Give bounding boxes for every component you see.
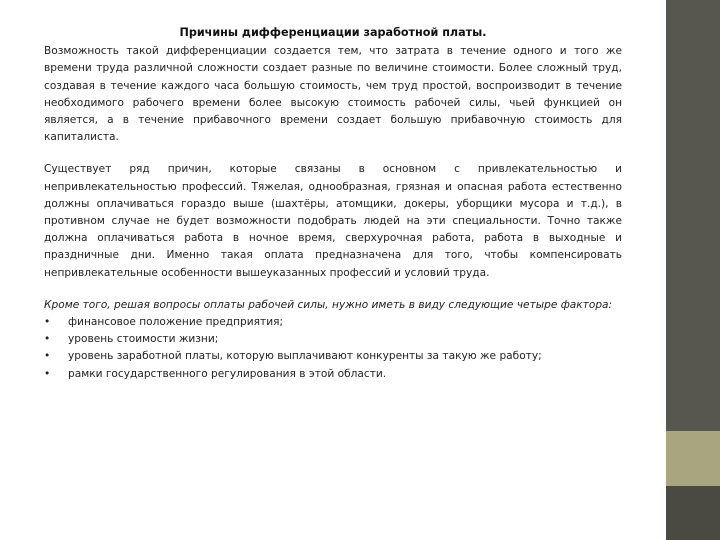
list-item (44, 348, 622, 365)
factor-text: уровень стоимости жизни; (68, 333, 219, 346)
factor-text: финансовое положение предприятия; (68, 316, 284, 329)
factor-text: рамки государственного регулирования в этой области. (68, 367, 387, 380)
list-item (44, 314, 622, 331)
slide-title: Причины дифференциации заработной платы. (179, 26, 487, 39)
bullet-icon: • (44, 333, 51, 346)
bullet-icon: • (44, 350, 51, 363)
factors-intro: Кроме того, решая вопросы оплаты рабочей силы, нужно иметь в виду следующие четыре фактора: (44, 298, 613, 311)
list-item (44, 366, 622, 383)
decorative-sidebar-bottom (666, 486, 720, 540)
decorative-sidebar-accent (666, 431, 720, 486)
slide-content (44, 24, 622, 383)
factors-list (44, 314, 622, 383)
list-item (44, 331, 622, 348)
paragraph-reasons: Существует ряд причин, которые связаны в основном с привлекательностью и непривлекательностью профессий. Тяжелая, однообразная, грязная и опасная работа естественно должны оплачиваться гораздо выше (шахтёры, атомщики, докеры, уборщики мусора и т.д.), в противном случае не будет возможности подобрать людей на эти специальности. Точно также должна оплачиваться работа в ночное время, сверхурочная работа, работа в выходные и праздничные дни. Именно такая оплата предназначена для того, чтобы компенсировать непривлекательные особенности вышеуказанных профессий и условий труда. (44, 163, 622, 279)
bullet-icon: • (44, 367, 51, 380)
bullet-icon: • (44, 316, 51, 329)
paragraph-differentiation: Возможность такой дифференциации создается тем, что затрата в течение одного и того же времени труда различной сложности создает разные по величине стоимости. Более сложный труд, создавая в течение каждого часа большую стоимость, чем труд простой, воспроизводит в течение необходимого рабочего времени более высокую стоимость рабочей силы, чьей функцией он является, а в течение прибавочного времени создает большую прибавочную стоимость для капиталиста. (44, 45, 622, 144)
factor-text: уровень заработной платы, которую выплачивают конкуренты за такую же работу; (68, 350, 542, 363)
